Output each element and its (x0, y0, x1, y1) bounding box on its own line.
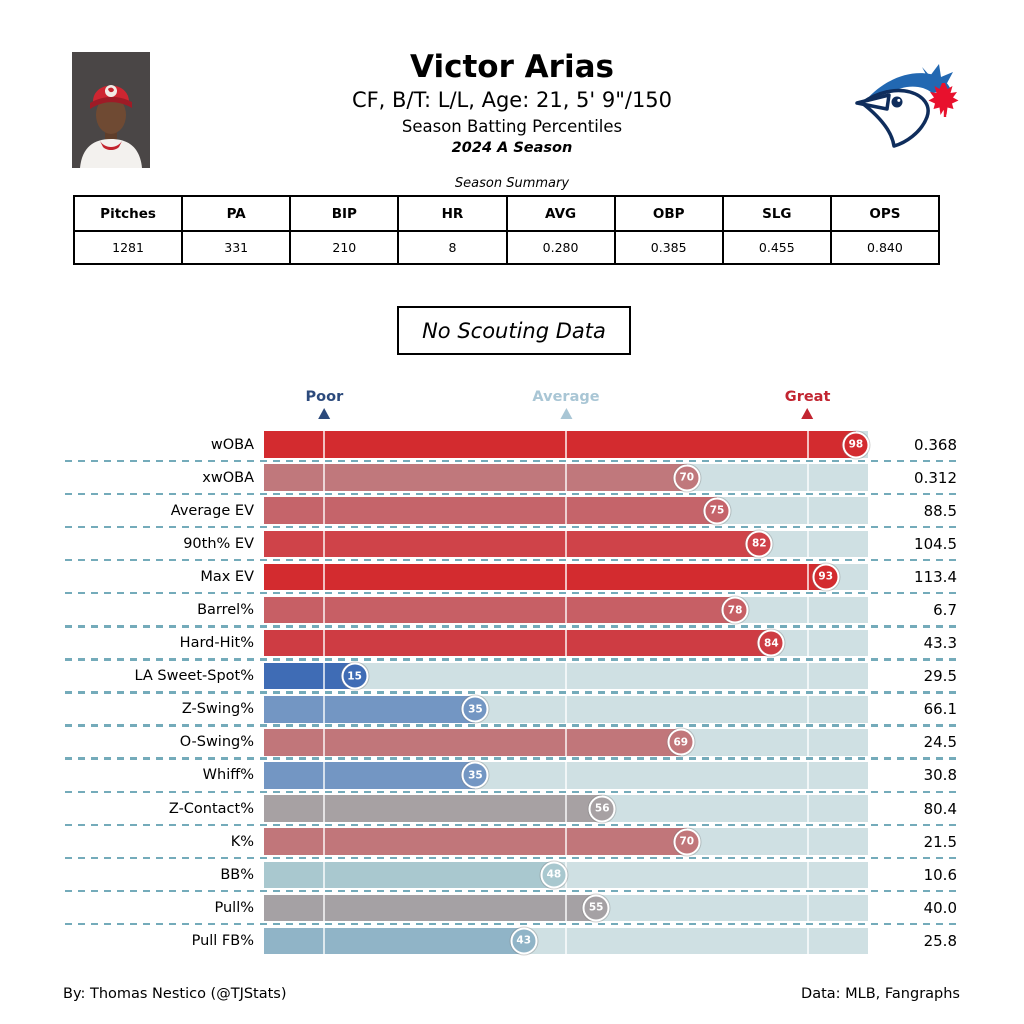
percentile-bubble: 35 (462, 762, 489, 789)
percentile-bar-track (264, 663, 868, 690)
marker-average (532, 389, 599, 419)
percentile-row (65, 627, 957, 660)
metric-value: 40.0 (923, 898, 957, 917)
percentile-bar-track (264, 762, 868, 789)
percentile-gridline (807, 497, 809, 524)
percentile-gridline (323, 828, 325, 855)
percentile-gridline (807, 696, 809, 723)
percentile-bar-fill (264, 630, 771, 657)
percentile-row (65, 593, 957, 626)
metric-label: Pull FB% (191, 932, 254, 949)
percentile-bubble: 35 (462, 696, 489, 723)
metric-value: 29.5 (923, 667, 957, 686)
summary-col-header: HR (398, 196, 506, 231)
percentile-gridline (807, 531, 809, 558)
percentile-bubble: 55 (583, 894, 610, 921)
metric-value: 80.4 (923, 799, 957, 818)
marker-poor (306, 389, 344, 419)
no-scouting-data-text: No Scouting Data (422, 318, 606, 343)
percentile-bubble: 93 (812, 563, 839, 590)
percentile-bar-track (264, 597, 868, 624)
blue-jays-logo (850, 48, 970, 152)
metric-value: 88.5 (923, 501, 957, 520)
author-credit: By: Thomas Nestico (@TJStats) (63, 986, 287, 1002)
percentile-gridline (807, 928, 809, 955)
percentile-chart (65, 428, 957, 958)
percentile-gridline (565, 497, 567, 524)
percentile-gridline (565, 431, 567, 458)
summary-col-header: BIP (290, 196, 398, 231)
metric-label: K% (230, 833, 254, 850)
metric-value: 113.4 (914, 567, 957, 586)
percentile-bar-fill (264, 531, 759, 558)
metric-label: wOBA (210, 436, 254, 453)
metric-value: 10.6 (923, 865, 957, 884)
percentile-bar-fill (264, 729, 681, 756)
percentile-gridline (807, 564, 809, 591)
marker-label: Poor (305, 389, 344, 405)
percentile-bar-fill (264, 497, 717, 524)
percentile-bar-fill (264, 828, 687, 855)
percentile-gridline (323, 597, 325, 624)
summary-col-header: SLG (723, 196, 831, 231)
metric-label: Hard-Hit% (179, 635, 254, 652)
percentile-bubble: 82 (746, 530, 773, 557)
percentile-gridline (565, 663, 567, 690)
percentile-bar-fill (264, 431, 856, 458)
metric-label: Z-Swing% (181, 701, 254, 718)
percentile-bar-track (264, 431, 868, 458)
metric-value: 6.7 (933, 601, 957, 620)
percentile-gridline (323, 928, 325, 955)
percentile-gridline (323, 564, 325, 591)
chart-title: Season Batting Percentiles (401, 117, 623, 136)
metric-label: Max EV (200, 568, 254, 585)
percentile-gridline (807, 663, 809, 690)
percentile-row (65, 726, 957, 759)
percentile-gridline (565, 597, 567, 624)
summary-col-header: OBP (615, 196, 723, 231)
percentile-bar-fill (264, 564, 826, 591)
summary-col-header: AVG (507, 196, 615, 231)
summary-cell-value: 0.280 (507, 231, 615, 264)
metric-value: 24.5 (923, 733, 957, 752)
metric-label: Pull% (214, 899, 254, 916)
percentile-gridline (323, 663, 325, 690)
percentile-bar-track (264, 928, 868, 955)
marker-great (785, 389, 831, 419)
metric-value: 30.8 (923, 766, 957, 785)
percentile-bar-fill (264, 597, 735, 624)
percentile-row (65, 494, 957, 527)
season-line: 2024 A Season (451, 140, 573, 156)
percentile-gridline (807, 729, 809, 756)
summary-cell-value: 0.840 (831, 231, 939, 264)
percentile-gridline (565, 762, 567, 789)
percentile-gridline (565, 795, 567, 822)
percentile-bar-track (264, 828, 868, 855)
metric-value: 104.5 (914, 534, 957, 553)
percentile-bar-track (264, 564, 868, 591)
percentile-gridline (565, 464, 567, 491)
percentile-bubble: 69 (667, 729, 694, 756)
percentile-bubble: 84 (758, 630, 785, 657)
percentile-row (65, 825, 957, 858)
percentile-gridline (807, 762, 809, 789)
player-bio-line: CF, B/T: L/L, Age: 21, 5' 9"/150 (351, 88, 673, 112)
percentile-bubble: 43 (510, 927, 537, 954)
percentile-bubble: 70 (673, 828, 700, 855)
percentile-gridline (807, 795, 809, 822)
percentile-gridline (323, 895, 325, 922)
no-scouting-data-box (397, 306, 631, 355)
blue-jays-logo-icon (850, 48, 970, 152)
percentile-bar-track (264, 531, 868, 558)
percentile-gridline (565, 895, 567, 922)
marker-label: Great (784, 389, 831, 405)
summary-cell-value: 1281 (74, 231, 182, 264)
summary-value-row (74, 231, 939, 264)
percentile-row (65, 693, 957, 726)
metric-value: 21.5 (923, 832, 957, 851)
percentile-bar-track (264, 696, 868, 723)
percentile-gridline (565, 928, 567, 955)
metric-label: xwOBA (202, 469, 254, 486)
summary-cell-value: 210 (290, 231, 398, 264)
metric-value: 0.312 (914, 468, 957, 487)
percentile-gridline (323, 497, 325, 524)
season-summary-table (73, 195, 940, 265)
metric-value: 66.1 (923, 700, 957, 719)
percentile-bar-track (264, 729, 868, 756)
percentile-bubble: 70 (673, 464, 700, 491)
percentile-gridline (807, 828, 809, 855)
percentile-gridline (807, 862, 809, 889)
metric-value: 25.8 (923, 931, 957, 950)
marker-triangle-icon (802, 408, 814, 419)
percentile-bar-track (264, 862, 868, 889)
percentile-gridline (807, 464, 809, 491)
percentile-row (65, 461, 957, 494)
percentile-bar-fill (264, 895, 596, 922)
percentile-row (65, 924, 957, 957)
percentile-gridline (807, 597, 809, 624)
summary-col-header: PA (182, 196, 290, 231)
percentile-gridline (807, 895, 809, 922)
percentile-bubble: 98 (842, 431, 869, 458)
percentile-bar-fill (264, 464, 687, 491)
percentile-gridline (565, 531, 567, 558)
metric-label: LA Sweet-Spot% (134, 668, 254, 685)
percentile-gridline (565, 630, 567, 657)
marker-triangle-icon (560, 408, 572, 419)
percentile-gridline (323, 531, 325, 558)
percentile-axis-markers (264, 389, 868, 429)
percentile-gridline (323, 696, 325, 723)
metric-label: O-Swing% (179, 734, 254, 751)
metric-label: 90th% EV (183, 535, 254, 552)
percentile-gridline (323, 464, 325, 491)
metric-value: 43.3 (923, 634, 957, 653)
metric-label: Average EV (170, 502, 254, 519)
summary-cell-value: 331 (182, 231, 290, 264)
percentile-bar-track (264, 630, 868, 657)
percentile-bar-fill (264, 795, 602, 822)
percentile-gridline (807, 630, 809, 657)
page-title: Victor Arias (410, 49, 614, 85)
percentile-row (65, 428, 957, 461)
percentile-bubble: 78 (722, 597, 749, 624)
percentile-gridline (565, 729, 567, 756)
percentile-bubble: 56 (589, 795, 616, 822)
percentile-bar-fill (264, 762, 475, 789)
summary-caption: Season Summary (454, 176, 570, 191)
percentile-bar-track (264, 895, 868, 922)
percentile-gridline (565, 564, 567, 591)
summary-cell-value: 8 (398, 231, 506, 264)
summary-header-row (74, 196, 939, 231)
percentile-gridline (323, 431, 325, 458)
percentile-bubble: 48 (540, 861, 567, 888)
percentile-row (65, 891, 957, 924)
data-source: Data: MLB, Fangraphs (801, 986, 960, 1002)
percentile-row (65, 858, 957, 891)
metric-value: 0.368 (914, 435, 957, 454)
percentile-bar-fill (264, 696, 475, 723)
percentile-gridline (323, 762, 325, 789)
percentile-bubble: 15 (341, 663, 368, 690)
percentile-row (65, 527, 957, 560)
marker-triangle-icon (318, 408, 330, 419)
percentile-row (65, 759, 957, 792)
summary-cell-value: 0.385 (615, 231, 723, 264)
percentile-gridline (807, 431, 809, 458)
percentile-row (65, 560, 957, 593)
percentile-gridline (565, 828, 567, 855)
percentile-bar-track (264, 795, 868, 822)
metric-label: BB% (220, 866, 254, 883)
percentile-bar-fill (264, 928, 524, 955)
percentile-rows (65, 428, 957, 958)
percentile-gridline (323, 795, 325, 822)
summary-cell-value: 0.455 (723, 231, 831, 264)
percentile-bar-track (264, 497, 868, 524)
percentile-row (65, 792, 957, 825)
metric-label: Z-Contact% (168, 800, 254, 817)
summary-col-header: OPS (831, 196, 939, 231)
percentile-row (65, 660, 957, 693)
percentile-gridline (323, 729, 325, 756)
summary-col-header: Pitches (74, 196, 182, 231)
percentile-bar-fill (264, 862, 554, 889)
percentile-bubble: 75 (704, 497, 731, 524)
metric-label: Whiff% (202, 767, 254, 784)
percentile-bar-track (264, 464, 868, 491)
metric-label: Barrel% (197, 602, 254, 619)
percentile-gridline (323, 630, 325, 657)
marker-label: Average (532, 389, 600, 405)
percentile-gridline (323, 862, 325, 889)
percentile-gridline (565, 696, 567, 723)
